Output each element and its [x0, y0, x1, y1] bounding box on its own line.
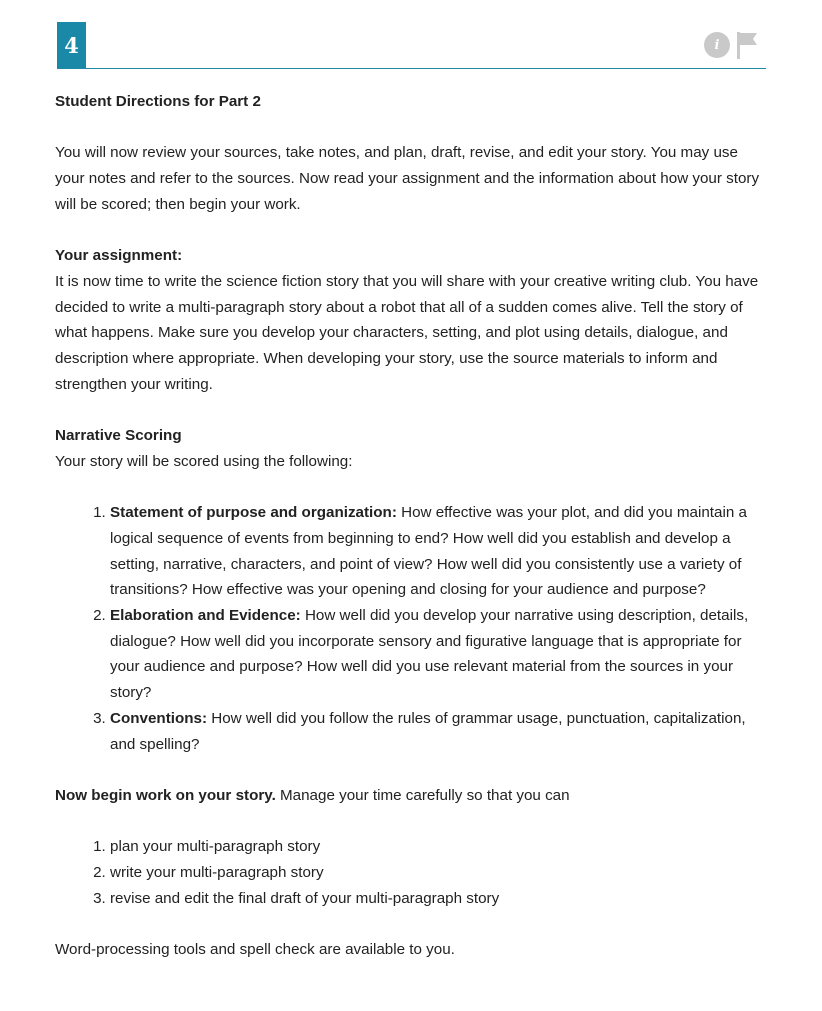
scoring-item	[110, 706, 767, 757]
scoring-item-text: How effective was your plot, and did you maintain a logical sequence of events from beginning to end? How well did you establish and develop a setting, narrative, characters, and point of view? How well did you consistently use a variety of transitions? How effective was your opening and closing for your audience and purpose?	[110, 504, 747, 599]
scoring-item-text: How well did you develop your narrative using description, details, dialogue? How well did you incorporate sensory and figurative language that is appropriate for your audience and purpose? How well did you use relevant material from the sources in your story?	[110, 607, 749, 702]
intro-paragraph: You will now review your sources, take notes, and plan, draft, revise, and edit your story. You may use your notes and refer to the sources. Now read your assignment and the information about how your story will be scored; then begin your work.	[55, 144, 760, 213]
question-header	[57, 22, 766, 69]
scoring-item	[110, 500, 767, 603]
footer-note: Word-processing tools and spell check are available to you.	[55, 941, 455, 959]
assignment-heading: Your assignment:	[55, 247, 183, 265]
question-number-badge: 4	[57, 22, 86, 68]
assignment-text: It is now time to write the science fiction story that you will share with your creative writing club. You have decided to write a multi-paragraph story about a robot that all of a sudden comes alive. Tell the story of what happens. Make sure you develop your characters, setting, and plot using details, dialogue, and description where appropriate. When developing your story, use the source materials to inform and strengthen your writing.	[55, 272, 759, 393]
scoring-item-label: Conventions:	[110, 709, 208, 727]
scoring-intro: Your story will be scored using the following:	[55, 452, 353, 470]
header-tools	[704, 30, 760, 60]
scoring-item-label: Elaboration and Evidence:	[110, 607, 301, 624]
directions-content	[55, 89, 767, 963]
begin-text: Manage your time carefully so that you can	[275, 786, 570, 804]
scoring-item	[110, 603, 767, 706]
step-item: 3. revise and edit the final draft of your multi-paragraph story	[110, 886, 767, 912]
info-icon[interactable]	[704, 32, 730, 58]
begin-paragraph	[55, 783, 767, 809]
scoring-item-text: How well did you follow the rules of grammar usage, punctuation, capitalization, and spelling?	[110, 709, 746, 753]
steps-list	[55, 834, 767, 911]
scoring-list	[55, 500, 767, 757]
page-title: Student Directions for Part 2	[55, 93, 261, 110]
begin-bold: Now begin work on your story.	[55, 786, 276, 804]
scoring-heading: Narrative Scoring	[55, 427, 182, 445]
flag-icon[interactable]	[734, 30, 760, 60]
info-icon-glyph: i	[714, 37, 720, 53]
step-item: 1. plan your multi-paragraph story	[110, 834, 767, 860]
step-item: 2. write your multi-paragraph story	[110, 860, 767, 886]
scoring-item-label: Statement of purpose and organization:	[110, 504, 397, 522]
